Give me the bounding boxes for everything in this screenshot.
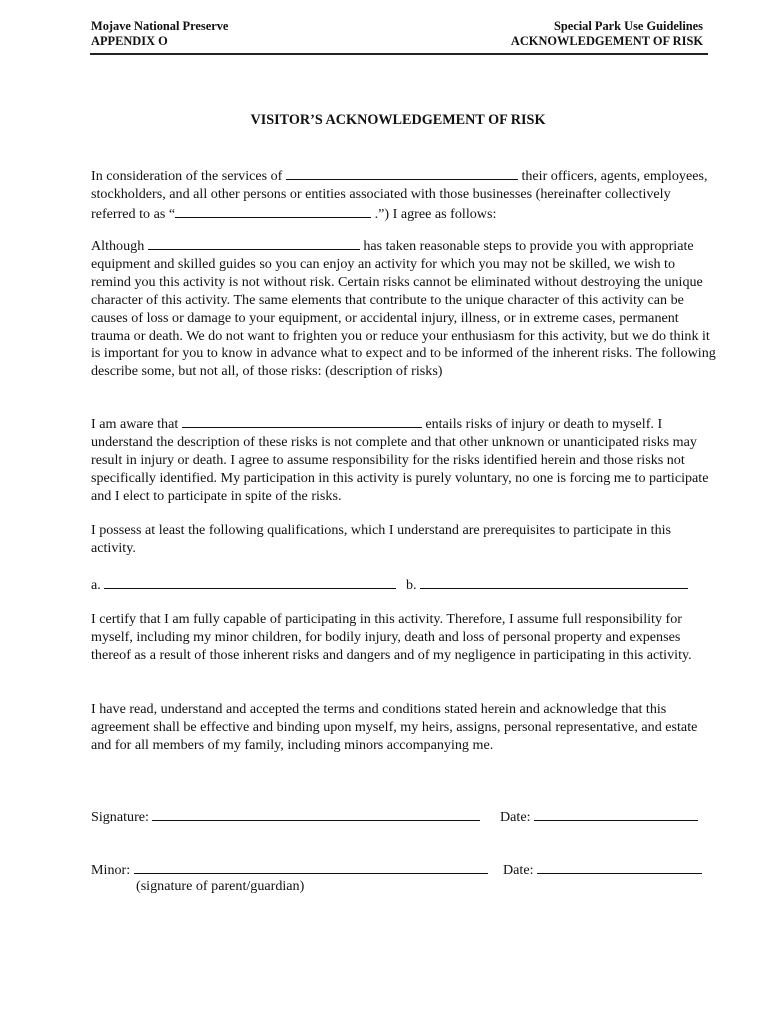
qualification-b-label: b. <box>406 577 417 593</box>
signature-date-label: Date: <box>500 809 531 825</box>
paragraph-certify: I certify that I am fully capable of participating in this activity. Therefore, I assume full responsibility for myself, including my minor children, for bodily injury, death and loss of personal property and expenses thereof as a result of those inherent risks and dangers and of my negligence in participating in this activity. <box>91 611 692 663</box>
p3-text-b: entails risks of injury or death to myself. I understand the description of these risks is not complete and that other unknown or unanticipated risks may result in injury or death. I agree to assume responsibility for the risks identified herein and those risks not specifically identified. My participation in this activity is purely voluntary, no one is forcing me to participate and I elect to participate in spite of the risks. <box>91 416 709 504</box>
qualification-b <box>406 575 688 595</box>
p3-text-a: I am aware that <box>91 416 179 432</box>
signature-date-row <box>500 807 698 827</box>
header-divider <box>90 53 708 55</box>
signature-field[interactable] <box>152 807 480 821</box>
header-appendix: APPENDIX O <box>91 34 168 48</box>
minor-row <box>91 860 488 880</box>
header-right <box>511 19 703 49</box>
paragraph-qualifications: I possess at least the following qualifications, which I understand are prerequisites to participate in this activity. <box>91 522 672 556</box>
signature-label: Signature: <box>91 809 149 825</box>
qualification-a-label: a. <box>91 577 101 593</box>
p2-text-b: has taken reasonable steps to provide you with appropriate equipment and skilled guides so you can enjoy an activity for which you may not be skilled, we wish to remind you this activity is not without risk. Certain risks cannot be eliminated without destroying the unique character of this activity. The same elements that contribute to the unique character of this activity can be causes of loss or damage to your equipment, or accidental injury, illness, or in extreme cases, permanent trauma or death. We do not want to frighten you or reduce your enthusiasm for this activity, but we do think it is important for you to know in advance what to expect and to be informed of the inherent risks. The following describe some, but not all, of those risks: (description of risks) <box>91 238 716 380</box>
signature-row <box>91 807 480 827</box>
p1-text-a: In consideration of the services of <box>91 168 283 184</box>
minor-date-row <box>503 860 702 880</box>
minor-date-field[interactable] <box>537 860 702 874</box>
paragraph-consideration <box>91 166 717 224</box>
paragraph-agreement: I have read, understand and accepted the terms and conditions stated herein and acknowledge that this agreement shall be effective and binding upon myself, my heirs, assigns, personal representative, and estate and for all members of my family, including minors accompanying me. <box>91 701 698 753</box>
paragraph-although <box>91 236 717 381</box>
p2-text-a: Although <box>91 238 145 254</box>
p1-text-b: their officers, agents, employees, stockholders, and all other persons or entities associated with those businesses (hereinafter collectively referred to as “ <box>91 168 708 222</box>
collective-name-blank[interactable] <box>175 204 371 218</box>
minor-date-label: Date: <box>503 862 534 878</box>
qualification-a <box>91 575 396 595</box>
qualification-b-field[interactable] <box>420 575 688 589</box>
operator-name-blank[interactable] <box>148 236 360 250</box>
minor-guardian-note: (signature of parent/guardian) <box>136 878 305 894</box>
document-title: VISITOR’S ACKNOWLEDGEMENT OF RISK <box>250 112 546 128</box>
minor-signature-field[interactable] <box>134 860 488 874</box>
header-guidelines: Special Park Use Guidelines <box>553 19 703 33</box>
qualification-a-field[interactable] <box>104 575 396 589</box>
minor-label: Minor: <box>91 862 131 878</box>
p1-text-c: .”) I agree as follows: <box>374 205 497 222</box>
header-left <box>91 19 228 49</box>
signature-date-field[interactable] <box>534 807 698 821</box>
header-preserve-name: Mojave National Preserve <box>91 19 229 33</box>
provider-name-blank[interactable] <box>286 166 518 180</box>
header-section: ACKNOWLEDGEMENT OF RISK <box>510 34 703 48</box>
paragraph-aware <box>91 414 717 506</box>
activity-name-blank[interactable] <box>182 414 422 428</box>
